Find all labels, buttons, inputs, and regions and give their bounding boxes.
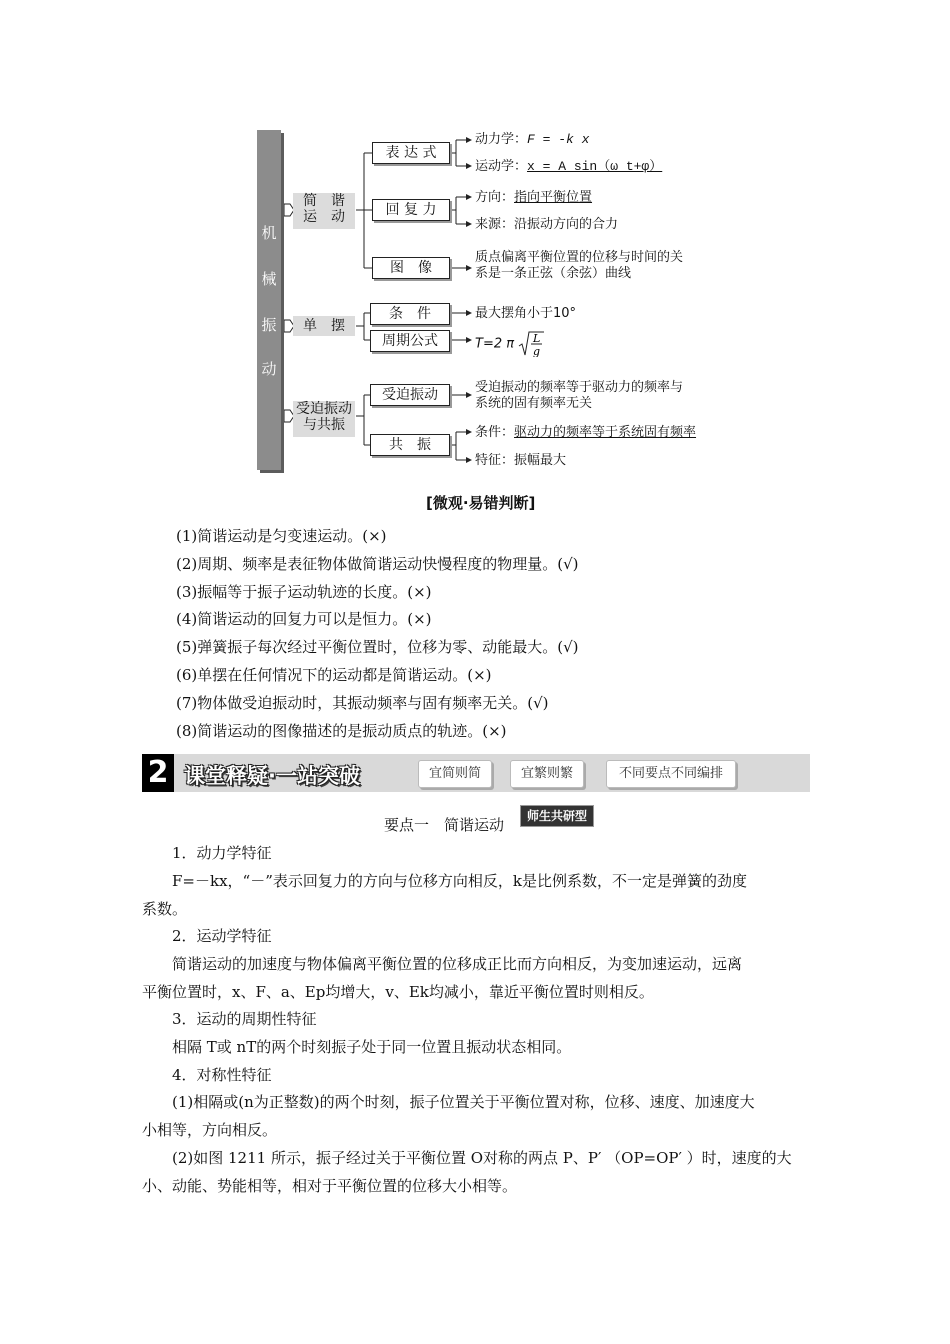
banner-tag: 宜简则简 [418,760,492,788]
category-label: 运 动 [303,209,345,225]
paragraph-line: 平衡位置时，x、F、a、Ep均增大，v、Ek均减小，靠近平衡位置时则相反。 [142,983,654,1001]
leaf-direction [475,189,592,206]
box-expression: 表 达 式 [372,142,450,164]
judgement-heading: [微观·易错判断] [426,494,536,512]
paragraph-line: 简谐运动的加速度与物体偏离平衡位置的位移成正比而方向相反，为变加速运动，远离 [172,955,743,973]
banner-title: 课堂释疑·一站突破 [184,764,360,788]
leaf-text: 驱动力的频率等于系统固有频率 [514,425,697,440]
category-label: 与共振 [303,417,345,433]
leaf-dynamics [475,131,589,148]
concept-map [0,0,950,490]
concept-map-connectors [0,0,950,490]
root-char: 动 [261,360,277,378]
paragraph-line: (2)如图 1211 所示，振子经过关于平衡位置 O对称的两点 P、P′ （OP=OP′ ）时，速度的大 [172,1149,792,1167]
section-number: 2 [142,754,174,792]
sqrt-icon [518,331,544,357]
leaf-resonance-condition [475,424,696,441]
leaf-resonance-feature: 特征：振幅最大 [475,453,567,468]
leaf-label: 方向： [475,190,515,205]
leaf-forced-line: 系统的固有频率无关 [475,396,593,411]
leaf-condition: 最大摆角小于10° [475,306,577,321]
leaf-label: 运动学： [475,159,528,174]
judgement-item: (6)单摆在任何情况下的运动都是简谐运动。(×) [176,666,492,684]
judgement-item: (4)简谐运动的回复力可以是恒力。(×) [176,610,432,628]
judgement-item: (5)弹簧振子每次经过平衡位置时，位移为零、动能最大。(√) [176,638,579,656]
formula: x = A sin（ω t+φ） [527,159,663,174]
leaf-source: 来源：沿振动方向的合力 [475,217,619,232]
formula-denominator: g [533,345,541,357]
box-period-formula: 周期公式 [370,330,450,352]
category-label: 受迫振动 [296,401,352,417]
category-forced [293,401,355,437]
leaf-label: 动力学： [475,132,528,147]
leaf-image-line: 质点偏离平衡位置的位移与时间的关 [475,250,684,265]
section-title: 要点一 简谐运动 [384,816,505,834]
leaf-forced-line: 受迫振动的频率等于驱动力的频率与 [475,380,684,395]
box-restoring-force: 回 复 力 [372,199,450,221]
paragraph-line: (1)相隔或(n为正整数)的两个时刻，振子位置关于平衡位置对称，位移、速度、加速度大 [172,1093,755,1111]
box-image: 图 像 [372,257,450,279]
formula-prefix: T=2 π [475,336,515,352]
category-label: 简 谐 [303,193,345,209]
paragraph-line: 小相等，方向相反。 [142,1121,278,1139]
banner-tag: 不同要点不同编排 [606,760,736,788]
category-pendulum: 单 摆 [293,316,355,336]
leaf-kinematics [475,158,662,175]
judgement-item: (8)简谐运动的图像描述的是振动质点的轨迹。(×) [176,722,507,740]
category-shm [293,193,355,229]
box-forced-vibration: 受迫振动 [370,384,450,406]
judgement-item: (3)振幅等于振子运动轨迹的长度。(×) [176,583,432,601]
leaf-label: 条件： [475,425,515,440]
leaf-period-formula [475,331,544,357]
judgement-item: (2)周期、频率是表征物体做简谐运动快慢程度的物理量。(√) [176,555,579,573]
paragraph-line: F=－kx，“－”表示回复力的方向与位移方向相反，k是比例系数，不一定是弹簧的劲度 [172,872,747,890]
formula-numerator: L [533,332,541,345]
root-bar [257,130,281,470]
section-badge: 师生共研型 [520,805,594,827]
box-condition: 条 件 [370,303,450,325]
paragraph-line: 系数。 [142,900,188,918]
leaf-text: 指向平衡位置 [514,190,593,205]
banner-tag: 宜繁则繁 [510,760,584,788]
paragraph-heading: 3．运动的周期性特征 [172,1010,317,1028]
paragraph-heading: 2．运动学特征 [172,927,272,945]
root-char: 械 [261,270,277,288]
formula: F = -k x [527,132,590,147]
paragraph-heading: 4．对称性特征 [172,1066,272,1084]
root-char: 振 [261,316,277,334]
root-char: 机 [261,224,277,242]
paragraph-heading: 1．动力学特征 [172,844,272,862]
box-resonance: 共 振 [370,434,450,456]
paragraph-line: 相隔 T或 nT的两个时刻振子处于同一位置且振动状态相同。 [172,1038,572,1056]
leaf-image-line: 系是一条正弦（余弦）曲线 [475,266,632,281]
paragraph-line: 小、动能、势能相等，相对于平衡位置的位移大小相等。 [142,1177,518,1195]
judgement-item: (1)简谐运动是匀变速运动。(×) [176,527,387,545]
judgement-item: (7)物体做受迫振动时，其振动频率与固有频率无关。(√) [176,694,549,712]
